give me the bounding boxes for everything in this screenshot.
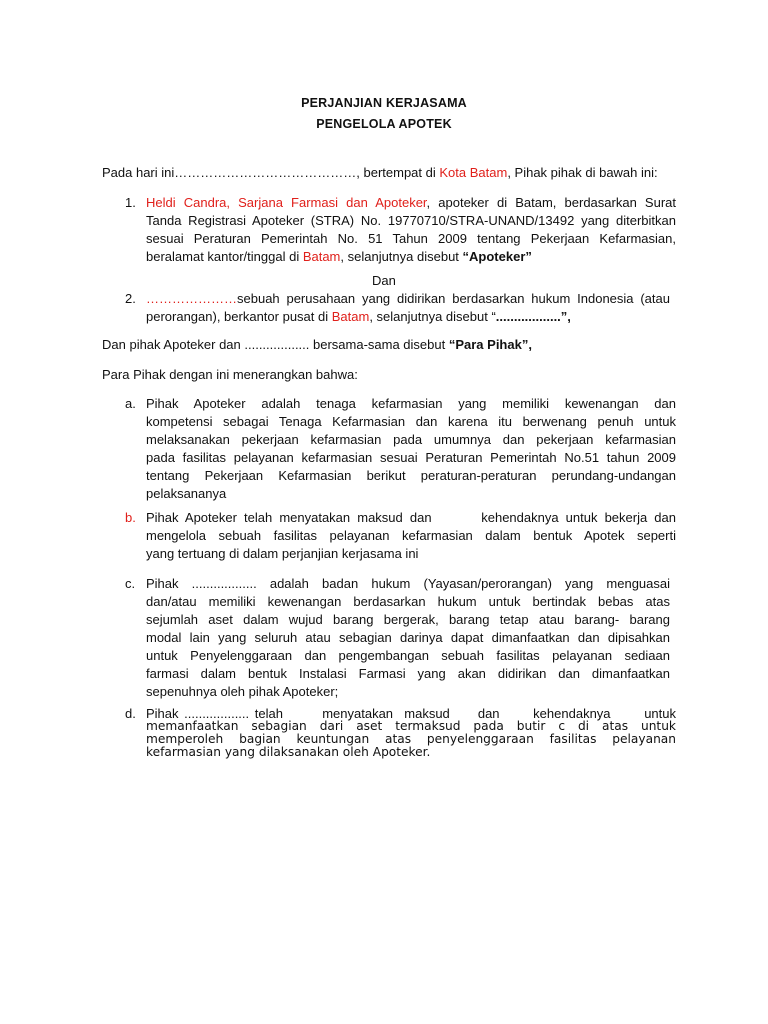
item-c-line: sepenuhnya oleh pihak Apoteker; (146, 684, 339, 699)
intro-suffix: , Pihak pihak di bawah ini: (507, 165, 658, 180)
party2-alias: ..................”, (495, 309, 571, 324)
party1-line-4-mid: , selanjutnya disebut (340, 249, 463, 264)
intro-place: Kota Batam (439, 165, 508, 180)
document-title-line-1: PERJANJIAN KERJASAMA (301, 96, 467, 110)
item-d-paragraph (146, 720, 676, 759)
intro-prefix: Pada hari ini……………………………………, bertempat di (102, 165, 440, 180)
item-a-line: tentang Pekerjaan Kefarmasian berikut peraturan-peraturan perundang-undangan (146, 468, 676, 483)
item-d-line-1: Pihak .................. telah menyatakan maksud dan kehendaknya untuk (146, 706, 676, 721)
party2-line-2-mid: , selanjutnya disebut “ (369, 309, 496, 324)
document-title-line-2: PENGELOLA APOTEK (316, 117, 452, 131)
party1-alias: “Apoteker” (462, 249, 532, 264)
item-a-label: a. (125, 396, 136, 411)
party1-line-3: sesuai Peraturan Pemerintah No. 51 Tahun 2009 tentang Pekerjaan Kefarmasian, (146, 231, 676, 246)
item-a-paragraph (146, 395, 676, 503)
party1-line-4-prefix: beralamat kantor/tinggal di (146, 249, 303, 264)
intro-paragraph (102, 164, 658, 182)
item-a-line: Pihak Apoteker adalah tenaga kefarmasian yang memiliki kewenangan dan (146, 396, 676, 411)
party1-line-1-rest: , apoteker di Batam, berdasarkan Surat (426, 195, 676, 210)
item-d-line: memperoleh bagian keuntungan atas penyelenggaraan fasilitas pelayanan (146, 732, 676, 746)
item-b-line: yang tertuang di dalam perjanjian kerjasama ini (146, 546, 419, 561)
party1-line-1 (146, 194, 676, 212)
item-d-label: d. (125, 706, 136, 721)
declaration-heading: Para Pihak dengan ini menerangkan bahwa: (102, 367, 358, 382)
item-c-line: dan/atau memiliki kewenangan berdasarkan hukum untuk bertindak bebas atas (146, 594, 670, 609)
item-c-line: Pihak .................. adalah badan hukum (Yayasan/perorangan) yang menguasai (146, 576, 670, 591)
item-c-line: farmasi dalam bentuk Instalasi Farmasi yang akan didirikan dan dimanfaatkan (146, 666, 670, 681)
item-a-line: melaksanakan pekerjaan kefarmasian pada umumnya dan pekerjaan kefarmasian (146, 432, 676, 447)
party1-paragraph (146, 194, 676, 266)
item-c-paragraph (146, 575, 670, 701)
party2-place: Batam (331, 309, 370, 324)
item-c-line: sejumlah aset dalam wujud barang bergerak, barang tetap atau barang- barang (146, 612, 670, 627)
item-a-line: pada fasilitas pelayanan kefarmasian sesuai Peraturan Pemerintah No.51 tahun 2009 (146, 450, 676, 465)
party2-number: 2. (125, 291, 136, 306)
party1-line-4 (146, 248, 676, 266)
party1-number: 1. (125, 195, 136, 210)
together-prefix: Dan pihak Apoteker dan .................. bersama-sama disebut (102, 337, 449, 352)
party2-line-1-rest: sebuah perusahaan yang didirikan berdasarkan hukum Indonesia (atau (237, 291, 670, 306)
party2-line-2-prefix: perorangan), berkantor pusat di (146, 309, 332, 324)
party1-place: Batam (302, 249, 341, 264)
party2-blank: ………………… (146, 291, 237, 306)
item-b-line: Pihak Apoteker telah menyatakan maksud dan kehendaknya untuk bekerja dan (146, 510, 676, 525)
party2-line-1 (146, 290, 670, 308)
item-b-label: b. (125, 510, 136, 525)
together-alias: “Para Pihak”, (448, 337, 532, 352)
item-b-paragraph (146, 509, 676, 563)
together-paragraph (102, 336, 532, 354)
item-c-line: modal lain yang seluruh atau sebagian darinya dapat dimanfaatkan dan dipisahkan (146, 630, 670, 645)
party2-paragraph (146, 290, 670, 326)
item-b-line: mengelola sebuah fasilitas pelayanan kefarmasian dalam bentuk Apotek seperti (146, 528, 676, 543)
item-c-label: c. (125, 576, 136, 591)
item-d-line: memanfaatkan sebagian dari aset termaksud pada butir c di atas untuk (146, 719, 676, 733)
party1-line-2: Tanda Registrasi Apoteker (STRA) No. 19770710/STRA-UNAND/13492 yang diterbitkan (146, 213, 676, 228)
item-c-line: untuk Penyelenggaraan dan pengembangan sebuah fasilitas pelayanan sediaan (146, 648, 670, 663)
conjunction-dan: Dan (372, 273, 396, 288)
item-d-line: kefarmasian yang dilaksanakan oleh Apoteker. (146, 745, 431, 759)
item-a-line: pelaksananya (146, 486, 227, 501)
item-a-line: kompetensi sebagai Tenaga Kefarmasian dan karena itu berwenang penuh untuk (146, 414, 676, 429)
party1-name: Heldi Candra, Sarjana Farmasi dan Apoteker (146, 195, 427, 210)
party2-line-2 (146, 308, 670, 326)
